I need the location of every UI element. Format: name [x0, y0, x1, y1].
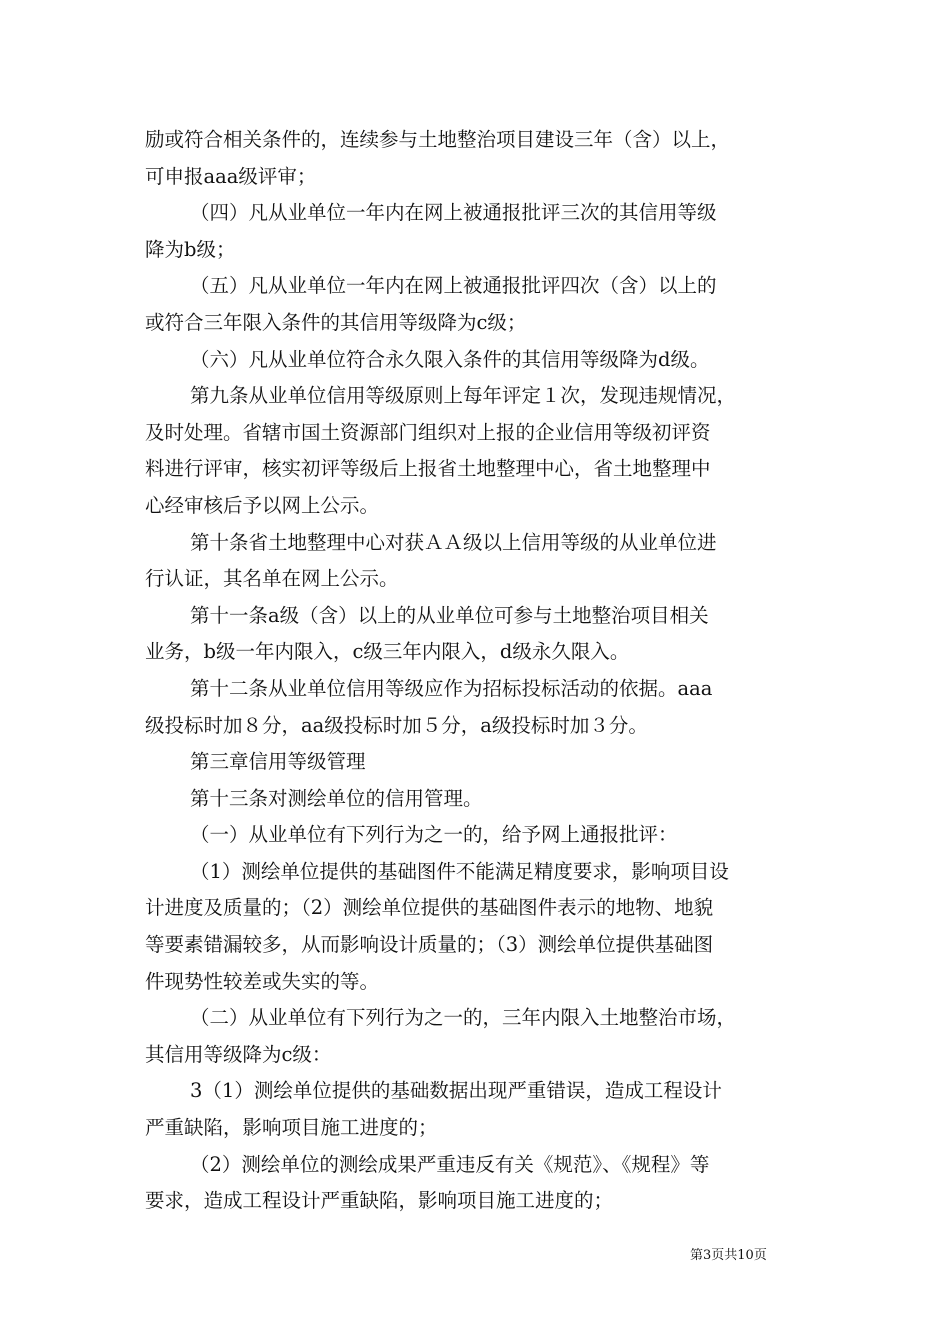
text-line: 料进行评审，核实初评等级后上报省土地整理中心，省土地整理中	[145, 457, 711, 481]
text-line: 第十三条对测绘单位的信用管理。	[190, 786, 483, 810]
paragraph-block	[145, 122, 815, 1220]
text-line: 级投标时加８分，aa级投标时加５分，a级投标时加３分。	[145, 713, 648, 737]
text-line: 3（1）测绘单位提供的基础数据出现严重错误，造成工程设计	[190, 1079, 722, 1103]
text-line: 第十一条a级（含）以上的从业单位可参与土地整治项目相关	[190, 603, 709, 627]
text-line: 计进度及质量的；（2）测绘单位提供的基础图件表示的地物、地貌	[145, 896, 714, 920]
text-line: 等要素错漏较多，从而影响设计质量的；（3）测绘单位提供基础图	[145, 933, 714, 957]
text-line: （2）测绘单位的测绘成果严重违反有关《规范》、《规程》等	[190, 1152, 710, 1176]
page-number: 第3页共10页	[690, 1248, 767, 1263]
text-line: 第十二条从业单位信用等级应作为招标投标活动的依据。aaa	[190, 676, 713, 700]
text-line: 降为b级；	[145, 237, 236, 261]
document-body	[145, 122, 815, 1220]
text-line: 严重缺陷，影响项目施工进度的；	[145, 1116, 438, 1140]
text-line: 其信用等级降为c级：	[145, 1042, 332, 1066]
text-line: 及时处理。省辖市国土资源部门组织对上报的企业信用等级初评资	[145, 420, 711, 444]
text-line: （六）凡从业单位符合永久限入条件的其信用等级降为d级。	[190, 347, 710, 371]
text-line: 行认证，其名单在网上公示。	[145, 567, 399, 591]
text-line: 或符合三年限入条件的其信用等级降为c级；	[145, 310, 527, 334]
text-line: 第十条省土地整理中心对获ＡＡ级以上信用等级的从业单位进	[190, 530, 717, 554]
text-line: 业务，b级一年内限入，c级三年内限入，d级永久限入。	[145, 640, 630, 664]
text-line: （1）测绘单位提供的基础图件不能满足精度要求，影响项目设	[190, 859, 729, 883]
text-line: 要求，造成工程设计严重缺陷，影响项目施工进度的；	[145, 1189, 614, 1213]
text-line: （二）从业单位有下列行为之一的，三年内限入土地整治市场，	[190, 1006, 737, 1030]
text-line: 第九条从业单位信用等级原则上每年评定１次，发现违规情况，	[190, 384, 737, 408]
text-line: 第三章信用等级管理	[190, 750, 366, 774]
text-line: 心经审核后予以网上公示。	[145, 493, 380, 517]
text-line: （五）凡从业单位一年内在网上被通报批评四次（含）以上的	[190, 274, 717, 298]
text-line: 件现势性较差或失实的等。	[145, 969, 380, 993]
text-line: （四）凡从业单位一年内在网上被通报批评三次的其信用等级	[190, 201, 717, 225]
text-line: 可申报aaa级评审；	[145, 164, 317, 188]
text-line: 励或符合相关条件的，连续参与土地整治项目建设三年（含）以上，	[145, 128, 731, 151]
text-line: （一）从业单位有下列行为之一的，给予网上通报批评：	[190, 823, 678, 847]
